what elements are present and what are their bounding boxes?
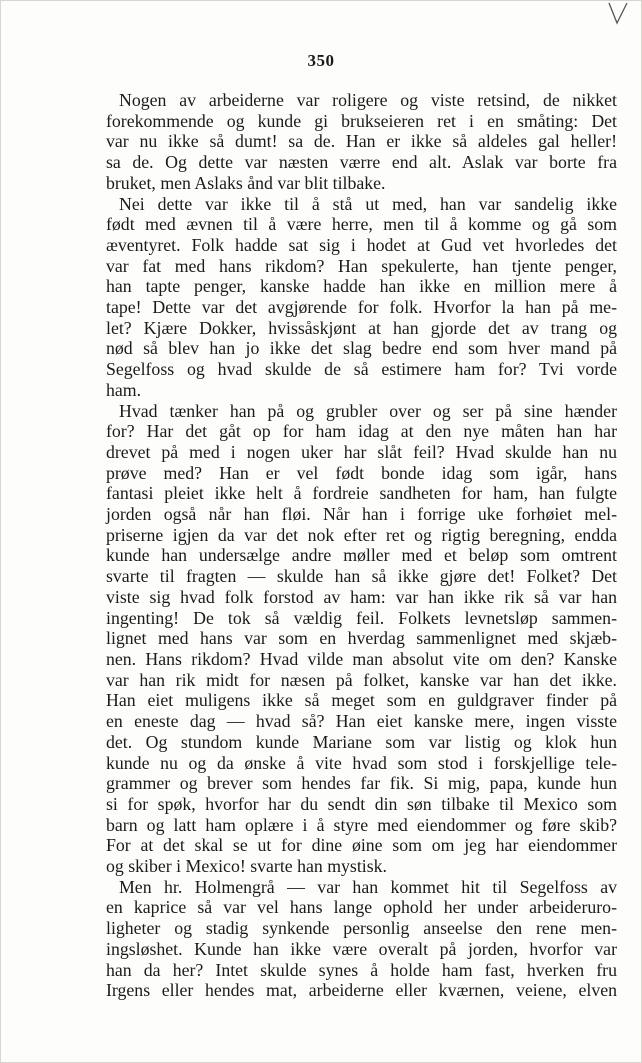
text-line: forekommende og kunde gi brukseieren ret i en småting: Det (106, 110, 617, 131)
text-line: var nu ikke så dumt! sa de. Han er ikke så aldeles gal heller! (106, 131, 617, 152)
text-line: priserne igjen da var det nok efter ret og rigtig beregning, endda (106, 524, 617, 545)
paragraph (106, 194, 617, 401)
text-line: Han eiet muligens ikke så meget som en guldgraver finder på (106, 690, 617, 711)
text-line: tape! Dette var det avgjørende for folk. Hvorfor la han på me- (106, 297, 617, 318)
text-line: var fat med hans rikdom? Han spekulerte, han tjente penger, (106, 255, 617, 276)
text-line: og skiber i Mexico! svarte han mystisk. (106, 856, 387, 877)
text-line: Segelfoss og hvad skulde de så estimere ham for? Tvi vorde (106, 359, 617, 380)
text-line: sa de. Og dette var næsten værre end alt. Aslak var borte fra (106, 152, 617, 173)
corner-tick-mark (605, 1, 631, 25)
text-line: fantasi pleiet ikke helt å fordreie sandheten for ham, han fulgte (106, 483, 617, 504)
text-line: æventyret. Folk hadde sat sig i hodet at Gud vet hvorledes det (106, 234, 617, 255)
text-line: Nei dette var ikke til å stå ut med, han var sandelig ikke (119, 193, 617, 214)
text-line: Irgens eller hendes mat, arbeiderne eller kværnen, veiene, elven (106, 980, 617, 1001)
paragraph (106, 401, 617, 877)
text-line: for? Har det gåt op for ham idag at den nye måten han har (106, 421, 617, 442)
text-line: nød så blev han jo ikke det slag bedre end som hver mand på (106, 338, 617, 359)
text-line: grammer og brever som hendes far fik. Si mig, papa, kunde hun (106, 773, 617, 794)
text-line: barn og latt ham oplære i å styre med eiendommer og føre skib? (106, 814, 617, 835)
text-line: ingenting! De tok så vældig feil. Folkets levnetsløp sammen- (106, 607, 617, 628)
text-line: Men hr. Holmengrå — var han kommet hit til Segelfoss av (119, 876, 617, 897)
page-number: 350 (307, 51, 335, 70)
body-text (106, 90, 617, 1001)
text-line: en kaprice så var vel hans lange ophold her under arbeideruro- (106, 897, 617, 918)
text-line: For at det skal se ut for dine øine som om jeg har eiendommer (106, 835, 617, 856)
text-line: let? Kjære Dokker, hvissåskjønt at han gjorde det av trang og (106, 317, 617, 338)
text-line: lignet med hans var som en hverdag sammenlignet med skjæb- (106, 628, 617, 649)
text-line: Hvad tænker han på og grubler over og ser på sine hænder (119, 400, 617, 421)
text-line: ham. (106, 379, 142, 400)
text-line: han da her? Intet skulde synes å holde ham fast, hverken fru (106, 959, 617, 980)
text-line: viste sig hvad folk forstod av ham: var han ikke rik så var han (106, 586, 617, 607)
text-line: drevet på med i nogen uker har slåt feil? Hvad skulde han nu (106, 441, 617, 462)
text-line: han tapte penger, kanske hadde han ikke en million mere å (106, 276, 617, 297)
text-line: ligheter og stadig synkende personlig anseelse den rene men- (106, 918, 617, 939)
paragraph (106, 90, 617, 194)
text-line: svarte til fragten — skulde han så ikke gjøre det! Folket? Det (106, 566, 617, 587)
text-line: Nogen av arbeiderne var roligere og viste retsind, de nikket (119, 90, 617, 110)
text-line: bruket, men Aslaks ånd var blit tilbake. (106, 172, 386, 193)
text-line: jorden også når han fløi. Når han i forrige uke forhøiet mel- (106, 504, 617, 525)
paragraph (106, 877, 617, 1001)
text-line: ingsløshet. Kunde han ikke være overalt på jorden, hvorfor var (106, 938, 617, 959)
text-line: en eneste dag — hvad så? Han eiet kanske mere, ingen visste (106, 711, 617, 732)
text-line: var han rik midt for næsen på folket, kanske var han det ikke. (106, 669, 617, 690)
text-line: si for spøk, hvorfor har du sendt din søn tilbake til Mexico som (106, 793, 617, 814)
text-line: kunde han undersælge andre møller med et beløp som omtrent (106, 545, 617, 566)
text-line: født med ævnen til å være herre, men til å komme og gå som (106, 214, 617, 235)
text-line: prøve med? Han er vel født bonde idag som igår, hans (106, 462, 617, 483)
text-line: det. Og stundom kunde Mariane som var listig og klok hun (106, 731, 617, 752)
text-line: nen. Hans rikdom? Hvad vilde man absolut vite om den? Kanske (106, 648, 617, 669)
text-line: kunde nu og da ønske å vite hvad som stod i forskjellige tele- (106, 752, 617, 773)
